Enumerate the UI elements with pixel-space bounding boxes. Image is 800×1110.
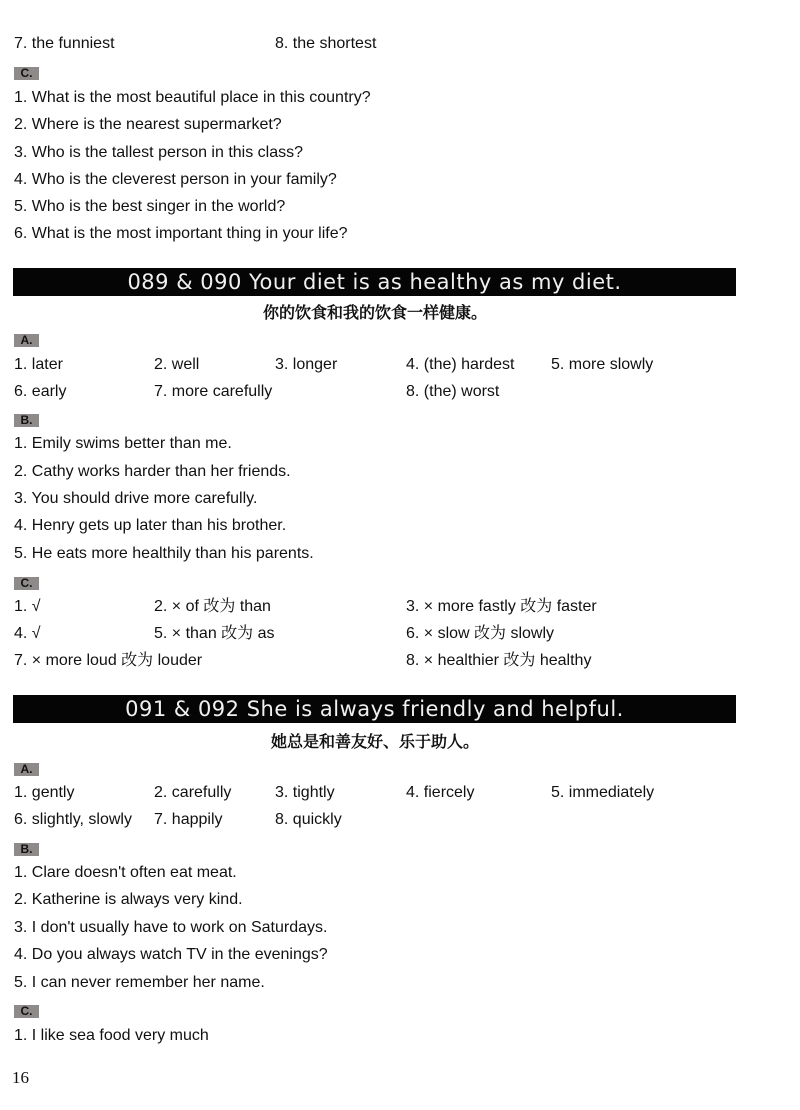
- answer-item: 1. I like sea food very much: [14, 1027, 209, 1044]
- page-number: 16: [12, 1068, 29, 1087]
- section-badge-a: A.: [14, 763, 39, 776]
- answer-item: 5. I can never remember her name.: [14, 974, 265, 991]
- unit-subtitle: 她总是和善友好、乐于助人。: [270, 732, 479, 751]
- answer-item: 5. × than 改为 as: [154, 625, 275, 642]
- answer-item: 8. the shortest: [275, 35, 377, 52]
- section-badge-c: C.: [14, 1005, 39, 1018]
- answer-item: 1. √: [14, 598, 41, 615]
- answer-item: 6. × slow 改为 slowly: [406, 625, 555, 642]
- answer-item: 3. tightly: [275, 784, 335, 801]
- answer-item: 4. fiercely: [406, 784, 475, 801]
- section-badge-b: B.: [14, 843, 39, 856]
- answer-item: 1. Emily swims better than me.: [14, 435, 232, 452]
- answer-item: 3. You should drive more carefully.: [14, 490, 258, 507]
- answer-item: 3. × more fastly 改为 faster: [406, 598, 597, 615]
- answer-item: 7. × more loud 改为 louder: [14, 652, 203, 669]
- answer-item: 3. Who is the tallest person in this class?: [14, 144, 304, 161]
- answer-item: 1. gently: [14, 784, 75, 801]
- answer-item: 2. Cathy works harder than her friends.: [14, 463, 291, 480]
- answer-item: 8. × healthier 改为 healthy: [406, 652, 592, 669]
- answer-item: 6. slightly, slowly: [14, 811, 132, 828]
- answer-item: 2. carefully: [154, 784, 232, 801]
- answer-item: 7. the funniest: [14, 35, 115, 52]
- unit-title-bar: 089 & 090 Your diet is as healthy as my diet.: [13, 268, 736, 296]
- answer-item: 1. later: [14, 356, 63, 373]
- answer-item: 3. longer: [275, 356, 338, 373]
- answer-item: 1. What is the most beautiful place in this country?: [14, 89, 371, 106]
- section-badge-c: C.: [14, 67, 39, 80]
- answer-item: 4. (the) hardest: [406, 356, 515, 373]
- answer-item: 8. (the) worst: [406, 383, 500, 400]
- answer-item: 5. immediately: [551, 784, 655, 801]
- answer-item: 1. Clare doesn't often eat meat.: [14, 864, 237, 881]
- answer-item: 5. He eats more healthily than his parents.: [14, 545, 314, 562]
- answer-item: 4. Do you always watch TV in the evenings?: [14, 946, 328, 963]
- answer-item: 4. Who is the cleverest person in your family?: [14, 171, 337, 188]
- answer-item: 4. Henry gets up later than his brother.: [14, 517, 287, 534]
- answer-item: 7. happily: [154, 811, 223, 828]
- answer-item: 5. Who is the best singer in the world?: [14, 198, 286, 215]
- answer-item: 8. quickly: [275, 811, 342, 828]
- answer-item: 2. × of 改为 than: [154, 598, 271, 615]
- answer-item: 4. √: [14, 625, 41, 642]
- answer-item: 2. Where is the nearest supermarket?: [14, 116, 282, 133]
- unit-title-bar: 091 & 092 She is always friendly and helpful.: [13, 695, 736, 723]
- answer-item: 6. What is the most important thing in your life?: [14, 225, 348, 242]
- answer-item: 6. early: [14, 383, 67, 400]
- answer-item: 2. Katherine is always very kind.: [14, 891, 243, 908]
- section-badge-c: C.: [14, 577, 39, 590]
- answer-item: 5. more slowly: [551, 356, 654, 373]
- section-badge-b: B.: [14, 414, 39, 427]
- answer-item: 3. I don't usually have to work on Saturdays.: [14, 919, 328, 936]
- unit-subtitle: 你的饮食和我的饮食一样健康。: [262, 303, 487, 322]
- section-badge-a: A.: [14, 334, 39, 347]
- answer-item: 2. well: [154, 356, 200, 373]
- answer-item: 7. more carefully: [154, 383, 273, 400]
